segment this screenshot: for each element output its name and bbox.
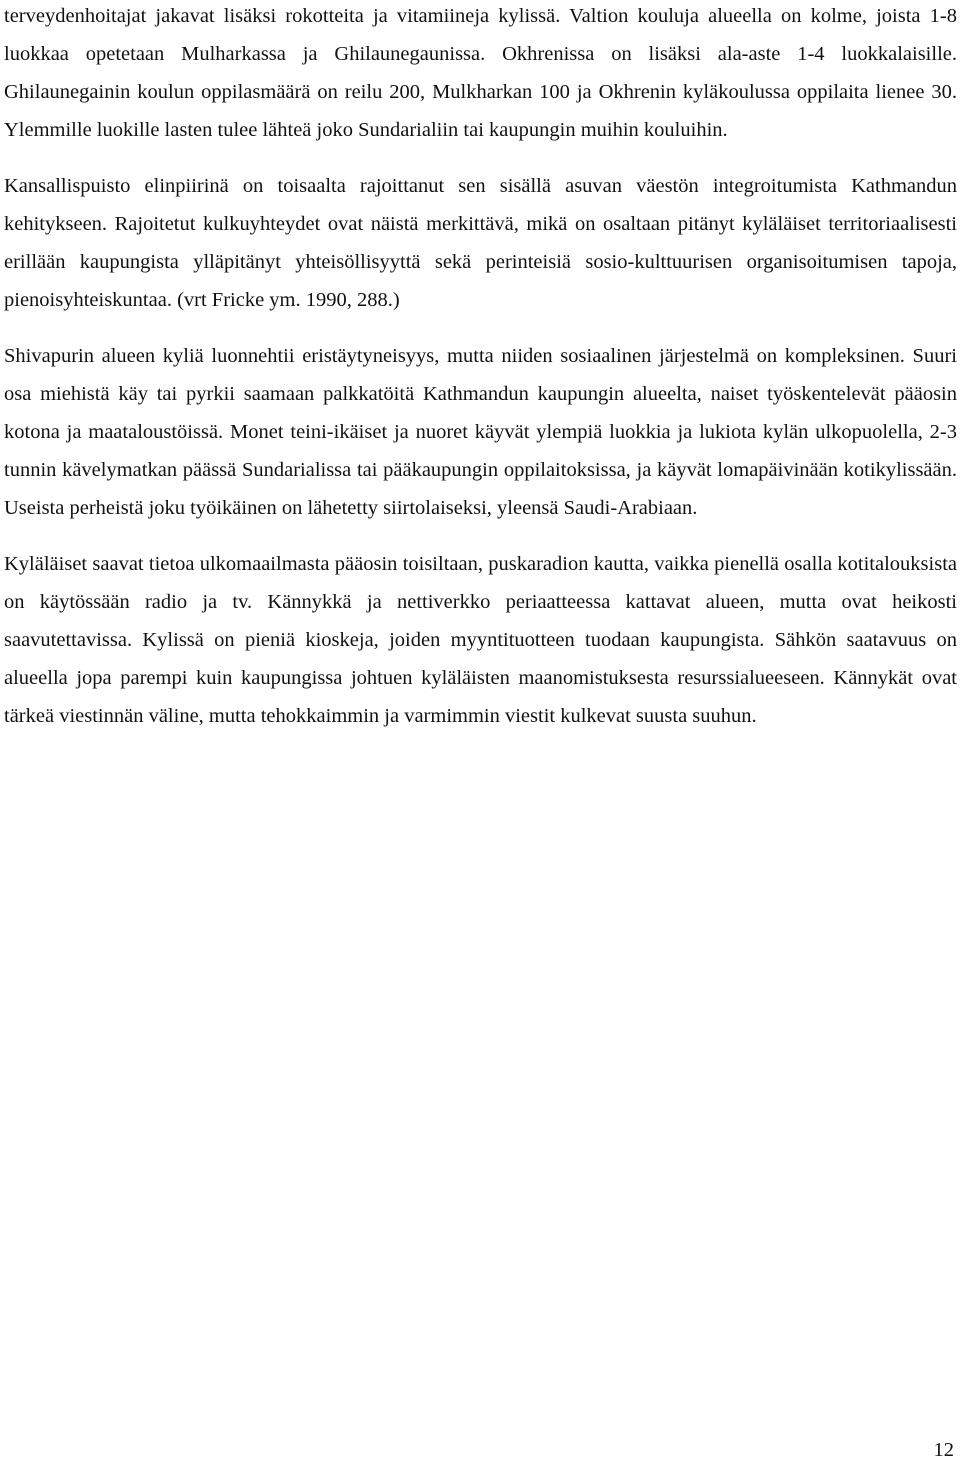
- paragraph-schools: terveydenhoitajat jakavat lisäksi rokotteita ja vitamiineja kylissä. Valtion kouluja alueella on kolme, joista 1-8 luokkaa opetetaan Mulharkassa ja Ghilaunegaunissa. Okhrenissa on lisäksi ala-aste 1-4 luokkalaisille. Ghilaunegainin koulun oppilasmäärä on reilu 200, Mulkharkan 100 ja Okhrenin kyläkoulussa oppilaita lienee 30. Ylemmille luokille lasten tulee lähteä joko Sundarialiin tai kaupungin muihin kouluihin.: [4, 5, 957, 141]
- page-number: 12: [933, 1439, 954, 1461]
- document-page: [4, 0, 957, 753]
- paragraph-national-park: Kansallispuisto elinpiirinä on toisaalta rajoittanut sen sisällä asuvan väestön integroitumista Kathmandun kehitykseen. Rajoitetut kulkuyhteydet ovat näistä merkittävä, mikä on osaltaan pitänyt kyläläiset territoriaalisesti erillään kaupungista ylläpitänyt yhteisöllisyyttä sekä perinteisiä sosio-kulttuurisen organisoitumisen tapoja, pienoisyhteiskuntaa. (vrt Fricke ym. 1990, 288.): [4, 175, 957, 311]
- paragraph-communication: Kyläläiset saavat tietoa ulkomaailmasta pääosin toisiltaan, puskaradion kautta, vaikka pienellä osalla kotitalouksista on käytössään radio ja tv. Kännykkä ja nettiverkko periaatteessa kattavat alueen, mutta ovat heikosti saavutettavissa. Kylissä on pieniä kioskeja, joiden myyntituotteen tuodaan kaupungista. Sähkön saatavuus on alueella jopa parempi kuin kaupungissa johtuen kyläläisten maanomistuksesta resurssialueeseen. Kännykät ovat tärkeä viestinnän väline, mutta tehokkaimmin ja varmimmin viestit kulkevat suusta suuhun.: [4, 553, 957, 727]
- paragraph-shivapuri-villages: Shivapurin alueen kyliä luonnehtii eristäytyneisyys, mutta niiden sosiaalinen järjestelmä on kompleksinen. Suuri osa miehistä käy tai pyrkii saamaan palkkatöitä Kathmandun kaupungin alueelta, naiset työskentelevät pääosin kotona ja maataloustöissä. Monet teini-ikäiset ja nuoret käyvät ylempiä luokkia ja lukiota kylän ulkopuolella, 2-3 tunnin kävelymatkan päässä Sundarialissa tai pääkaupungin oppilaitoksissa, ja käyvät lomapäivinään kotikylissään. Useista perheistä joku työikäinen on lähetetty siirtolaiseksi, yleensä Saudi-Arabiaan.: [4, 345, 957, 519]
